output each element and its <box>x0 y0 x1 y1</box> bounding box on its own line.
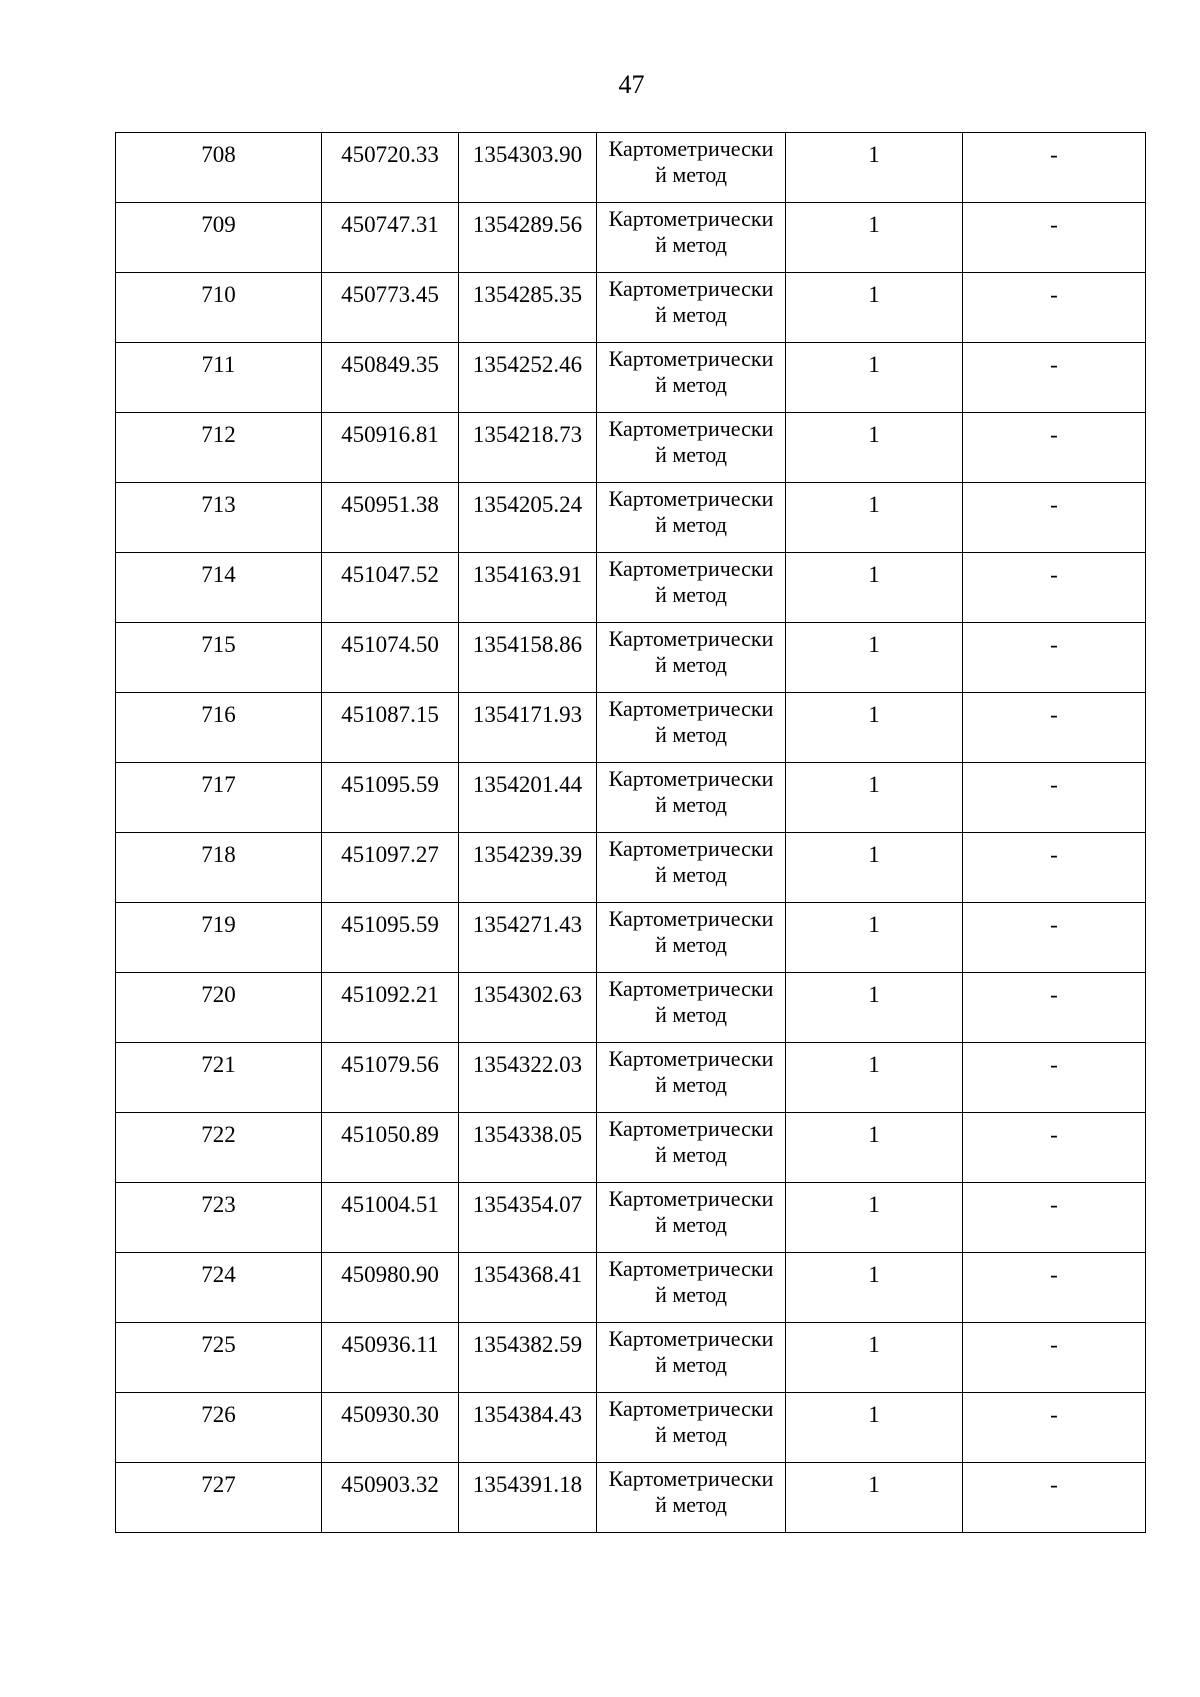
method-line-1: Картометрически <box>608 1186 774 1211</box>
point-number-cell: 715 <box>116 623 322 693</box>
table-row <box>116 1043 1146 1113</box>
method-cell <box>597 413 786 483</box>
table-row <box>116 203 1146 273</box>
precision-cell: 1 <box>786 273 963 343</box>
method-line-2: й метод <box>655 792 727 817</box>
y-coordinate-cell: 1354338.05 <box>459 1113 597 1183</box>
y-coordinate-cell: 1354289.56 <box>459 203 597 273</box>
method-line-1: Картометрически <box>608 1256 774 1281</box>
method-line-1: Картометрически <box>608 696 774 721</box>
method-line-2: й метод <box>655 1352 727 1377</box>
x-coordinate-cell: 451050.89 <box>322 1113 459 1183</box>
x-coordinate-cell: 451047.52 <box>322 553 459 623</box>
x-coordinate-cell: 451079.56 <box>322 1043 459 1113</box>
precision-cell: 1 <box>786 343 963 413</box>
method-line-1: Картометрически <box>608 346 774 371</box>
x-coordinate-cell: 451087.15 <box>322 693 459 763</box>
table-row <box>116 1393 1146 1463</box>
y-coordinate-cell: 1354354.07 <box>459 1183 597 1253</box>
method-line-2: й метод <box>655 162 727 187</box>
method-line-2: й метод <box>655 372 727 397</box>
note-cell: - <box>963 763 1146 833</box>
method-cell <box>597 623 786 693</box>
table-row <box>116 1253 1146 1323</box>
table-row <box>116 1323 1146 1393</box>
note-cell: - <box>963 343 1146 413</box>
table-row <box>116 483 1146 553</box>
method-cell <box>597 693 786 763</box>
point-number-cell: 722 <box>116 1113 322 1183</box>
precision-cell: 1 <box>786 763 963 833</box>
point-number-cell: 714 <box>116 553 322 623</box>
method-line-1: Картометрически <box>608 1046 774 1071</box>
table-row <box>116 1183 1146 1253</box>
method-line-1: Картометрически <box>608 626 774 651</box>
precision-cell: 1 <box>786 1043 963 1113</box>
note-cell: - <box>963 973 1146 1043</box>
method-line-2: й метод <box>655 302 727 327</box>
method-line-1: Картометрически <box>608 136 774 161</box>
y-coordinate-cell: 1354252.46 <box>459 343 597 413</box>
method-line-2: й метод <box>655 1072 727 1097</box>
point-number-cell: 712 <box>116 413 322 483</box>
precision-cell: 1 <box>786 833 963 903</box>
precision-cell: 1 <box>786 413 963 483</box>
precision-cell: 1 <box>786 1323 963 1393</box>
precision-cell: 1 <box>786 553 963 623</box>
y-coordinate-cell: 1354382.59 <box>459 1323 597 1393</box>
precision-cell: 1 <box>786 973 963 1043</box>
note-cell: - <box>963 203 1146 273</box>
method-cell <box>597 553 786 623</box>
point-number-cell: 718 <box>116 833 322 903</box>
note-cell: - <box>963 833 1146 903</box>
point-number-cell: 708 <box>116 133 322 203</box>
method-line-1: Картометрически <box>608 556 774 581</box>
method-line-1: Картометрически <box>608 906 774 931</box>
table-row <box>116 273 1146 343</box>
point-number-cell: 727 <box>116 1463 322 1533</box>
x-coordinate-cell: 450936.11 <box>322 1323 459 1393</box>
method-cell <box>597 343 786 413</box>
precision-cell: 1 <box>786 483 963 553</box>
method-cell <box>597 1183 786 1253</box>
precision-cell: 1 <box>786 1113 963 1183</box>
point-number-cell: 724 <box>116 1253 322 1323</box>
point-number-cell: 723 <box>116 1183 322 1253</box>
note-cell: - <box>963 1393 1146 1463</box>
note-cell: - <box>963 1463 1146 1533</box>
y-coordinate-cell: 1354205.24 <box>459 483 597 553</box>
method-line-2: й метод <box>655 1422 727 1447</box>
note-cell: - <box>963 903 1146 973</box>
point-number-cell: 710 <box>116 273 322 343</box>
y-coordinate-cell: 1354201.44 <box>459 763 597 833</box>
point-number-cell: 711 <box>116 343 322 413</box>
note-cell: - <box>963 413 1146 483</box>
point-number-cell: 725 <box>116 1323 322 1393</box>
method-cell <box>597 1253 786 1323</box>
method-line-1: Картометрически <box>608 1396 774 1421</box>
x-coordinate-cell: 450930.30 <box>322 1393 459 1463</box>
x-coordinate-cell: 450980.90 <box>322 1253 459 1323</box>
method-line-2: й метод <box>655 1002 727 1027</box>
method-line-1: Картометрически <box>608 416 774 441</box>
point-number-cell: 717 <box>116 763 322 833</box>
method-line-2: й метод <box>655 932 727 957</box>
point-number-cell: 716 <box>116 693 322 763</box>
y-coordinate-cell: 1354171.93 <box>459 693 597 763</box>
method-line-2: й метод <box>655 442 727 467</box>
note-cell: - <box>963 1253 1146 1323</box>
method-cell <box>597 763 786 833</box>
table-row <box>116 1113 1146 1183</box>
method-cell <box>597 833 786 903</box>
table-row <box>116 693 1146 763</box>
precision-cell: 1 <box>786 1253 963 1323</box>
page-number: 47 <box>618 70 645 99</box>
table-row <box>116 553 1146 623</box>
method-cell <box>597 1393 786 1463</box>
coordinates-table-body <box>116 133 1146 1533</box>
x-coordinate-cell: 450849.35 <box>322 343 459 413</box>
method-cell <box>597 133 786 203</box>
method-line-2: й метод <box>655 1212 727 1237</box>
note-cell: - <box>963 1043 1146 1113</box>
method-line-2: й метод <box>655 652 727 677</box>
y-coordinate-cell: 1354368.41 <box>459 1253 597 1323</box>
method-cell <box>597 483 786 553</box>
point-number-cell: 713 <box>116 483 322 553</box>
x-coordinate-cell: 451097.27 <box>322 833 459 903</box>
x-coordinate-cell: 451092.21 <box>322 973 459 1043</box>
table-row <box>116 833 1146 903</box>
method-cell <box>597 203 786 273</box>
point-number-cell: 709 <box>116 203 322 273</box>
y-coordinate-cell: 1354302.63 <box>459 973 597 1043</box>
y-coordinate-cell: 1354384.43 <box>459 1393 597 1463</box>
table-row <box>116 343 1146 413</box>
precision-cell: 1 <box>786 623 963 693</box>
method-line-1: Картометрически <box>608 1466 774 1491</box>
x-coordinate-cell: 451074.50 <box>322 623 459 693</box>
method-line-2: й метод <box>655 722 727 747</box>
y-coordinate-cell: 1354163.91 <box>459 553 597 623</box>
precision-cell: 1 <box>786 1463 963 1533</box>
method-line-1: Картометрически <box>608 1116 774 1141</box>
method-cell <box>597 1463 786 1533</box>
point-number-cell: 721 <box>116 1043 322 1113</box>
y-coordinate-cell: 1354391.18 <box>459 1463 597 1533</box>
y-coordinate-cell: 1354271.43 <box>459 903 597 973</box>
precision-cell: 1 <box>786 1393 963 1463</box>
x-coordinate-cell: 450747.31 <box>322 203 459 273</box>
method-cell <box>597 1113 786 1183</box>
method-cell <box>597 1323 786 1393</box>
table-row <box>116 1463 1146 1533</box>
table-row <box>116 133 1146 203</box>
point-number-cell: 719 <box>116 903 322 973</box>
note-cell: - <box>963 1323 1146 1393</box>
table-row <box>116 973 1146 1043</box>
coordinates-table <box>115 132 1146 1533</box>
table-row <box>116 413 1146 483</box>
method-line-1: Картометрически <box>608 206 774 231</box>
method-line-2: й метод <box>655 1282 727 1307</box>
note-cell: - <box>963 693 1146 763</box>
y-coordinate-cell: 1354285.35 <box>459 273 597 343</box>
precision-cell: 1 <box>786 693 963 763</box>
method-line-1: Картометрически <box>608 276 774 301</box>
table-row <box>116 763 1146 833</box>
x-coordinate-cell: 451095.59 <box>322 903 459 973</box>
point-number-cell: 726 <box>116 1393 322 1463</box>
x-coordinate-cell: 450903.32 <box>322 1463 459 1533</box>
method-line-2: й метод <box>655 232 727 257</box>
y-coordinate-cell: 1354239.39 <box>459 833 597 903</box>
method-line-1: Картометрически <box>608 976 774 1001</box>
x-coordinate-cell: 451095.59 <box>322 763 459 833</box>
precision-cell: 1 <box>786 133 963 203</box>
note-cell: - <box>963 1183 1146 1253</box>
y-coordinate-cell: 1354158.86 <box>459 623 597 693</box>
method-cell <box>597 903 786 973</box>
method-cell <box>597 973 786 1043</box>
method-line-1: Картометрически <box>608 836 774 861</box>
note-cell: - <box>963 273 1146 343</box>
note-cell: - <box>963 1113 1146 1183</box>
y-coordinate-cell: 1354322.03 <box>459 1043 597 1113</box>
x-coordinate-cell: 450773.45 <box>322 273 459 343</box>
x-coordinate-cell: 450720.33 <box>322 133 459 203</box>
note-cell: - <box>963 623 1146 693</box>
method-cell <box>597 1043 786 1113</box>
note-cell: - <box>963 133 1146 203</box>
table-row <box>116 623 1146 693</box>
precision-cell: 1 <box>786 203 963 273</box>
x-coordinate-cell: 450951.38 <box>322 483 459 553</box>
note-cell: - <box>963 483 1146 553</box>
method-line-1: Картометрически <box>608 766 774 791</box>
note-cell: - <box>963 553 1146 623</box>
x-coordinate-cell: 451004.51 <box>322 1183 459 1253</box>
precision-cell: 1 <box>786 903 963 973</box>
point-number-cell: 720 <box>116 973 322 1043</box>
method-line-2: й метод <box>655 512 727 537</box>
method-line-1: Картометрически <box>608 1326 774 1351</box>
x-coordinate-cell: 450916.81 <box>322 413 459 483</box>
precision-cell: 1 <box>786 1183 963 1253</box>
method-line-2: й метод <box>655 1142 727 1167</box>
table-row <box>116 903 1146 973</box>
method-line-2: й метод <box>655 1492 727 1517</box>
method-line-2: й метод <box>655 862 727 887</box>
y-coordinate-cell: 1354303.90 <box>459 133 597 203</box>
y-coordinate-cell: 1354218.73 <box>459 413 597 483</box>
method-cell <box>597 273 786 343</box>
method-line-2: й метод <box>655 582 727 607</box>
method-line-1: Картометрически <box>608 486 774 511</box>
